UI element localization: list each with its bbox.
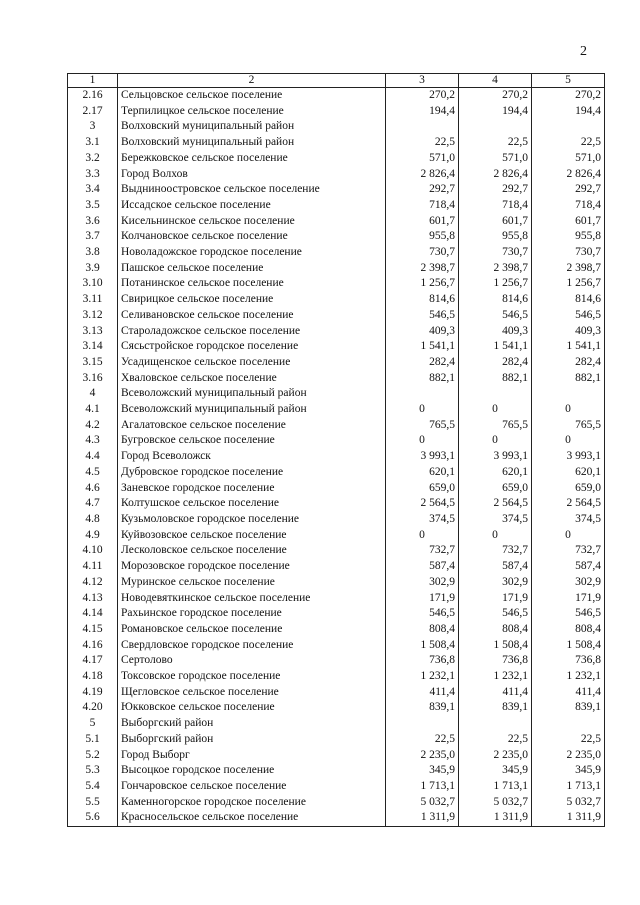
row-value-col4-cell: 814,6 — [459, 292, 532, 308]
row-number-cell: 3.8 — [68, 245, 118, 261]
row-name-cell: Куйвозовское сельское поселение — [118, 528, 386, 544]
row-value-col5-cell: 345,9 — [532, 763, 605, 779]
row-value-col3-cell: 814,6 — [386, 292, 459, 308]
table-row — [68, 292, 605, 308]
row-number-cell: 4 — [68, 386, 118, 402]
table-row — [68, 732, 605, 748]
row-name-cell: Морозовское городское поселение — [118, 559, 386, 575]
column-header-5: 5 — [532, 74, 605, 88]
table-row — [68, 119, 605, 135]
row-name-cell: Город Всеволожск — [118, 449, 386, 465]
row-name-cell: Бугровское сельское поселение — [118, 433, 386, 449]
row-number-cell: 4.3 — [68, 433, 118, 449]
row-value-col3-cell: 409,3 — [386, 324, 459, 340]
row-value-col3-cell — [386, 716, 459, 732]
row-name-cell: Заневское городское поселение — [118, 481, 386, 497]
row-value-col4-cell: 730,7 — [459, 245, 532, 261]
row-value-col5-cell: 171,9 — [532, 591, 605, 607]
table-row — [68, 716, 605, 732]
row-number-cell: 3.4 — [68, 182, 118, 198]
row-number-cell: 3.15 — [68, 355, 118, 371]
row-value-col5-cell: 814,6 — [532, 292, 605, 308]
row-number-cell: 4.17 — [68, 653, 118, 669]
row-value-col5-cell: 194,4 — [532, 104, 605, 120]
table-row — [68, 88, 605, 104]
row-value-col4-cell: 571,0 — [459, 151, 532, 167]
row-name-cell: Новоладожское городское поселение — [118, 245, 386, 261]
row-value-col3-cell: 0 — [386, 528, 459, 544]
table-row — [68, 481, 605, 497]
row-name-cell: Свирицкое сельское поселение — [118, 292, 386, 308]
row-name-cell: Всеволожский муниципальный район — [118, 386, 386, 402]
row-name-cell: Хваловское сельское поселение — [118, 371, 386, 387]
row-value-col4-cell: 601,7 — [459, 214, 532, 230]
table-row — [68, 763, 605, 779]
row-value-col3-cell: 882,1 — [386, 371, 459, 387]
row-value-col5-cell: 0 — [532, 528, 605, 544]
row-value-col5-cell: 736,8 — [532, 653, 605, 669]
table-row — [68, 543, 605, 559]
row-value-col3-cell: 1 311,9 — [386, 810, 459, 826]
row-number-cell: 5.1 — [68, 732, 118, 748]
table-row — [68, 512, 605, 528]
row-name-cell: Дубровское городское поселение — [118, 465, 386, 481]
row-number-cell: 3.3 — [68, 167, 118, 183]
row-number-cell: 3.10 — [68, 276, 118, 292]
row-value-col4-cell: 736,8 — [459, 653, 532, 669]
row-name-cell: Романовское сельское поселение — [118, 622, 386, 638]
table-row — [68, 591, 605, 607]
row-value-col4-cell: 1 713,1 — [459, 779, 532, 795]
row-value-col4-cell: 374,5 — [459, 512, 532, 528]
row-name-cell: Потанинское сельское поселение — [118, 276, 386, 292]
row-value-col5-cell: 601,7 — [532, 214, 605, 230]
row-value-col3-cell: 2 826,4 — [386, 167, 459, 183]
row-value-col5-cell — [532, 386, 605, 402]
row-value-col4-cell: 620,1 — [459, 465, 532, 481]
row-value-col5-cell: 5 032,7 — [532, 795, 605, 811]
row-value-col4-cell: 282,4 — [459, 355, 532, 371]
table-row — [68, 449, 605, 465]
table-row — [68, 653, 605, 669]
row-number-cell: 3.16 — [68, 371, 118, 387]
table-row — [68, 308, 605, 324]
row-value-col5-cell: 571,0 — [532, 151, 605, 167]
row-name-cell: Новодевяткинское сельское поселение — [118, 591, 386, 607]
row-name-cell: Усадищенское сельское поселение — [118, 355, 386, 371]
row-number-cell: 3 — [68, 119, 118, 135]
row-value-col3-cell: 1 713,1 — [386, 779, 459, 795]
row-number-cell: 4.5 — [68, 465, 118, 481]
row-value-col3-cell: 718,4 — [386, 198, 459, 214]
row-value-col3-cell: 955,8 — [386, 229, 459, 245]
row-value-col5-cell: 730,7 — [532, 245, 605, 261]
row-value-col4-cell: 22,5 — [459, 732, 532, 748]
table-row — [68, 622, 605, 638]
row-value-col4-cell: 345,9 — [459, 763, 532, 779]
row-value-col4-cell: 765,5 — [459, 418, 532, 434]
row-value-col3-cell: 292,7 — [386, 182, 459, 198]
row-value-col3-cell: 282,4 — [386, 355, 459, 371]
row-name-cell: Всеволожский муниципальный район — [118, 402, 386, 418]
row-value-col4-cell: 1 232,1 — [459, 669, 532, 685]
column-header-2: 2 — [118, 74, 386, 88]
row-value-col5-cell: 2 826,4 — [532, 167, 605, 183]
row-name-cell: Иссадское сельское поселение — [118, 198, 386, 214]
row-value-col4-cell: 955,8 — [459, 229, 532, 245]
row-number-cell: 4.10 — [68, 543, 118, 559]
page-number: 2 — [580, 44, 587, 59]
row-name-cell: Красносельское сельское поселение — [118, 810, 386, 826]
row-value-col3-cell: 0 — [386, 402, 459, 418]
row-name-cell: Токсовское городское поселение — [118, 669, 386, 685]
row-value-col5-cell: 808,4 — [532, 622, 605, 638]
row-value-col3-cell: 2 398,7 — [386, 261, 459, 277]
row-value-col3-cell: 171,9 — [386, 591, 459, 607]
row-value-col5-cell: 546,5 — [532, 308, 605, 324]
row-number-cell: 2.16 — [68, 88, 118, 104]
row-value-col3-cell: 730,7 — [386, 245, 459, 261]
row-value-col3-cell: 0 — [386, 433, 459, 449]
row-number-cell: 5.3 — [68, 763, 118, 779]
row-name-cell: Староладожское сельское поселение — [118, 324, 386, 340]
row-name-cell: Выборгский район — [118, 716, 386, 732]
row-value-col4-cell: 411,4 — [459, 685, 532, 701]
row-value-col3-cell: 194,4 — [386, 104, 459, 120]
row-value-col5-cell: 587,4 — [532, 559, 605, 575]
row-number-cell: 3.5 — [68, 198, 118, 214]
row-value-col5-cell: 765,5 — [532, 418, 605, 434]
row-number-cell: 4.2 — [68, 418, 118, 434]
row-value-col5-cell: 955,8 — [532, 229, 605, 245]
row-name-cell: Выборгский район — [118, 732, 386, 748]
row-value-col5-cell: 22,5 — [532, 135, 605, 151]
row-value-col4-cell: 2 398,7 — [459, 261, 532, 277]
row-value-col3-cell: 571,0 — [386, 151, 459, 167]
row-value-col5-cell: 1 232,1 — [532, 669, 605, 685]
row-number-cell: 4.19 — [68, 685, 118, 701]
row-value-col4-cell: 839,1 — [459, 700, 532, 716]
row-value-col3-cell: 587,4 — [386, 559, 459, 575]
row-value-col3-cell: 1 508,4 — [386, 638, 459, 654]
table-row — [68, 748, 605, 764]
row-value-col3-cell — [386, 386, 459, 402]
row-name-cell: Город Выборг — [118, 748, 386, 764]
row-value-col4-cell — [459, 119, 532, 135]
row-number-cell: 5.5 — [68, 795, 118, 811]
row-value-col3-cell: 839,1 — [386, 700, 459, 716]
row-name-cell: Терпилицкое сельское поселение — [118, 104, 386, 120]
row-value-col3-cell: 345,9 — [386, 763, 459, 779]
table-row — [68, 276, 605, 292]
row-number-cell: 4.8 — [68, 512, 118, 528]
row-value-col3-cell: 302,9 — [386, 575, 459, 591]
row-value-col5-cell: 22,5 — [532, 732, 605, 748]
table-row — [68, 386, 605, 402]
table-row — [68, 779, 605, 795]
row-number-cell: 4.20 — [68, 700, 118, 716]
row-value-col5-cell: 2 235,0 — [532, 748, 605, 764]
row-value-col5-cell: 374,5 — [532, 512, 605, 528]
row-name-cell: Пашское сельское поселение — [118, 261, 386, 277]
row-value-col3-cell: 765,5 — [386, 418, 459, 434]
row-value-col4-cell: 2 826,4 — [459, 167, 532, 183]
row-value-col5-cell: 659,0 — [532, 481, 605, 497]
row-value-col5-cell: 0 — [532, 433, 605, 449]
row-value-col5-cell: 1 311,9 — [532, 810, 605, 826]
row-number-cell: 4.4 — [68, 449, 118, 465]
row-value-col4-cell: 732,7 — [459, 543, 532, 559]
column-header-3: 3 — [386, 74, 459, 88]
row-value-col5-cell: 3 993,1 — [532, 449, 605, 465]
row-value-col3-cell: 546,5 — [386, 308, 459, 324]
row-value-col5-cell: 282,4 — [532, 355, 605, 371]
row-value-col3-cell: 1 232,1 — [386, 669, 459, 685]
row-number-cell: 3.13 — [68, 324, 118, 340]
row-number-cell: 4.18 — [68, 669, 118, 685]
row-value-col5-cell: 1 508,4 — [532, 638, 605, 654]
row-number-cell: 4.13 — [68, 591, 118, 607]
row-value-col4-cell: 587,4 — [459, 559, 532, 575]
row-number-cell: 4.7 — [68, 496, 118, 512]
row-value-col4-cell: 0 — [459, 402, 532, 418]
row-value-col3-cell: 2 564,5 — [386, 496, 459, 512]
row-number-cell: 4.6 — [68, 481, 118, 497]
row-number-cell: 3.6 — [68, 214, 118, 230]
row-number-cell: 3.2 — [68, 151, 118, 167]
row-value-col4-cell: 1 256,7 — [459, 276, 532, 292]
table-row — [68, 418, 605, 434]
table-row — [68, 167, 605, 183]
row-name-cell: Агалатовское сельское поселение — [118, 418, 386, 434]
row-value-col4-cell: 5 032,7 — [459, 795, 532, 811]
row-value-col5-cell: 0 — [532, 402, 605, 418]
row-value-col4-cell: 546,5 — [459, 308, 532, 324]
budget-table — [67, 73, 605, 827]
row-value-col4-cell: 882,1 — [459, 371, 532, 387]
table-row — [68, 606, 605, 622]
row-value-col4-cell: 0 — [459, 433, 532, 449]
table-header-row — [68, 74, 605, 88]
row-value-col4-cell — [459, 716, 532, 732]
table-row — [68, 433, 605, 449]
table-row — [68, 528, 605, 544]
row-number-cell: 5 — [68, 716, 118, 732]
table-row — [68, 104, 605, 120]
row-number-cell: 5.4 — [68, 779, 118, 795]
table-row — [68, 810, 605, 826]
row-value-col4-cell: 270,2 — [459, 88, 532, 104]
row-number-cell: 3.11 — [68, 292, 118, 308]
table-row — [68, 496, 605, 512]
row-value-col4-cell: 2 564,5 — [459, 496, 532, 512]
table-row — [68, 339, 605, 355]
column-header-4: 4 — [459, 74, 532, 88]
table-body — [68, 88, 605, 827]
table-row — [68, 151, 605, 167]
row-value-col5-cell: 2 564,5 — [532, 496, 605, 512]
table-row — [68, 371, 605, 387]
row-number-cell: 4.9 — [68, 528, 118, 544]
row-value-col3-cell: 411,4 — [386, 685, 459, 701]
row-number-cell: 2.17 — [68, 104, 118, 120]
table-row — [68, 685, 605, 701]
row-value-col3-cell: 374,5 — [386, 512, 459, 528]
row-value-col5-cell: 302,9 — [532, 575, 605, 591]
row-name-cell: Гончаровское сельское поселение — [118, 779, 386, 795]
row-value-col3-cell: 808,4 — [386, 622, 459, 638]
row-name-cell: Волховский муниципальный район — [118, 135, 386, 151]
table-row — [68, 355, 605, 371]
row-name-cell: Селивановское сельское поселение — [118, 308, 386, 324]
row-name-cell: Колтушское сельское поселение — [118, 496, 386, 512]
table-row — [68, 795, 605, 811]
table-row — [68, 559, 605, 575]
row-value-col3-cell: 546,5 — [386, 606, 459, 622]
row-value-col4-cell: 1 508,4 — [459, 638, 532, 654]
table-row — [68, 135, 605, 151]
row-name-cell: Город Волхов — [118, 167, 386, 183]
row-number-cell: 4.15 — [68, 622, 118, 638]
table-row — [68, 638, 605, 654]
row-number-cell: 3.14 — [68, 339, 118, 355]
row-name-cell: Щегловское сельское поселение — [118, 685, 386, 701]
row-value-col3-cell: 659,0 — [386, 481, 459, 497]
row-number-cell: 4.14 — [68, 606, 118, 622]
row-value-col3-cell: 22,5 — [386, 135, 459, 151]
row-value-col3-cell: 1 541,1 — [386, 339, 459, 355]
row-value-col3-cell: 732,7 — [386, 543, 459, 559]
row-name-cell: Кузьмоловское городское поселение — [118, 512, 386, 528]
row-value-col4-cell: 171,9 — [459, 591, 532, 607]
row-value-col4-cell: 659,0 — [459, 481, 532, 497]
row-value-col5-cell — [532, 119, 605, 135]
row-name-cell: Выдниноостровское сельское поселение — [118, 182, 386, 198]
table-row — [68, 402, 605, 418]
row-value-col4-cell: 808,4 — [459, 622, 532, 638]
row-value-col4-cell: 194,4 — [459, 104, 532, 120]
row-number-cell: 4.12 — [68, 575, 118, 591]
row-name-cell: Кисельнинское сельское поселение — [118, 214, 386, 230]
table-row — [68, 669, 605, 685]
row-value-col5-cell: 1 541,1 — [532, 339, 605, 355]
row-value-col5-cell: 882,1 — [532, 371, 605, 387]
row-value-col5-cell: 1 713,1 — [532, 779, 605, 795]
table-row — [68, 198, 605, 214]
row-value-col4-cell: 3 993,1 — [459, 449, 532, 465]
row-value-col4-cell: 302,9 — [459, 575, 532, 591]
row-number-cell: 4.11 — [68, 559, 118, 575]
row-value-col5-cell: 620,1 — [532, 465, 605, 481]
row-value-col5-cell: 546,5 — [532, 606, 605, 622]
row-value-col3-cell: 1 256,7 — [386, 276, 459, 292]
row-name-cell: Волховский муниципальный район — [118, 119, 386, 135]
row-value-col5-cell: 270,2 — [532, 88, 605, 104]
table-row — [68, 245, 605, 261]
row-value-col4-cell: 1 311,9 — [459, 810, 532, 826]
row-name-cell: Сертолово — [118, 653, 386, 669]
row-value-col5-cell: 732,7 — [532, 543, 605, 559]
table-row — [68, 214, 605, 230]
row-name-cell: Бережковское сельское поселение — [118, 151, 386, 167]
row-value-col5-cell: 1 256,7 — [532, 276, 605, 292]
row-value-col4-cell: 22,5 — [459, 135, 532, 151]
row-value-col3-cell: 3 993,1 — [386, 449, 459, 465]
row-name-cell: Свердловское городское поселение — [118, 638, 386, 654]
row-number-cell: 5.2 — [68, 748, 118, 764]
row-number-cell: 3.1 — [68, 135, 118, 151]
row-name-cell: Рахьинское городское поселение — [118, 606, 386, 622]
row-number-cell: 3.12 — [68, 308, 118, 324]
column-header-1: 1 — [68, 74, 118, 88]
row-number-cell: 3.9 — [68, 261, 118, 277]
row-number-cell: 4.1 — [68, 402, 118, 418]
row-value-col4-cell: 1 541,1 — [459, 339, 532, 355]
row-value-col4-cell: 546,5 — [459, 606, 532, 622]
row-name-cell: Колчановское сельское поселение — [118, 229, 386, 245]
table-row — [68, 229, 605, 245]
table-row — [68, 261, 605, 277]
row-number-cell: 5.6 — [68, 810, 118, 826]
row-value-col5-cell: 839,1 — [532, 700, 605, 716]
table-row — [68, 700, 605, 716]
row-name-cell: Высоцкое городское поселение — [118, 763, 386, 779]
row-name-cell: Муринское сельское поселение — [118, 575, 386, 591]
row-name-cell: Сясьстройское городское поселение — [118, 339, 386, 355]
row-value-col3-cell: 620,1 — [386, 465, 459, 481]
row-value-col3-cell: 22,5 — [386, 732, 459, 748]
row-value-col5-cell: 2 398,7 — [532, 261, 605, 277]
row-name-cell: Каменногорское городское поселение — [118, 795, 386, 811]
row-number-cell: 3.7 — [68, 229, 118, 245]
row-value-col5-cell: 411,4 — [532, 685, 605, 701]
row-name-cell: Юкковское сельское поселение — [118, 700, 386, 716]
table-row — [68, 575, 605, 591]
row-value-col5-cell — [532, 716, 605, 732]
row-value-col3-cell: 2 235,0 — [386, 748, 459, 764]
row-value-col4-cell: 718,4 — [459, 198, 532, 214]
row-value-col5-cell: 718,4 — [532, 198, 605, 214]
row-value-col3-cell: 5 032,7 — [386, 795, 459, 811]
row-name-cell: Сельцовское сельское поселение — [118, 88, 386, 104]
row-value-col4-cell — [459, 386, 532, 402]
row-value-col4-cell: 0 — [459, 528, 532, 544]
row-value-col4-cell: 409,3 — [459, 324, 532, 340]
row-value-col5-cell: 292,7 — [532, 182, 605, 198]
table-row — [68, 324, 605, 340]
row-value-col4-cell: 2 235,0 — [459, 748, 532, 764]
row-value-col3-cell: 736,8 — [386, 653, 459, 669]
table-row — [68, 465, 605, 481]
row-value-col5-cell: 409,3 — [532, 324, 605, 340]
row-name-cell: Лесколовское сельское поселение — [118, 543, 386, 559]
table-row — [68, 182, 605, 198]
row-number-cell: 4.16 — [68, 638, 118, 654]
row-value-col4-cell: 292,7 — [459, 182, 532, 198]
row-value-col3-cell: 601,7 — [386, 214, 459, 230]
row-value-col3-cell: 270,2 — [386, 88, 459, 104]
row-value-col3-cell — [386, 119, 459, 135]
